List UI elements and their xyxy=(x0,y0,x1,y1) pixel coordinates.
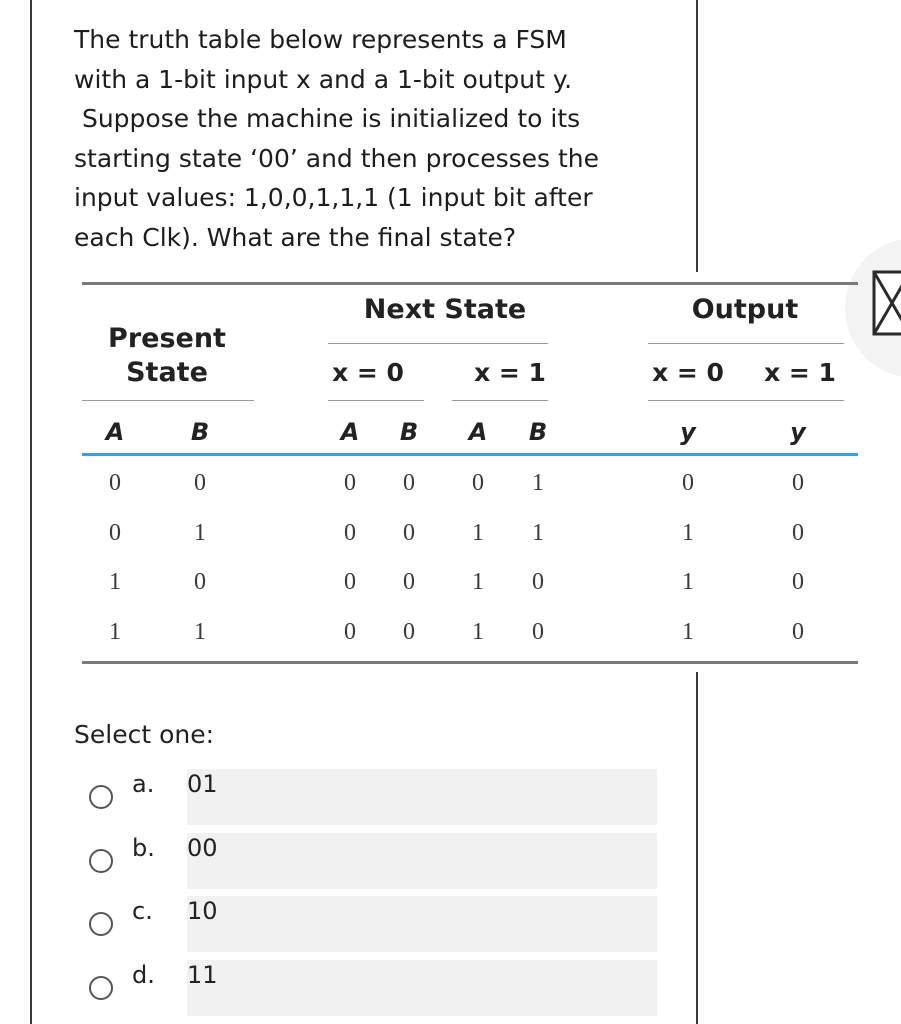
present-state-header: Present State xyxy=(108,323,226,388)
option-text: 00 xyxy=(187,834,218,862)
output-sub-rule xyxy=(648,400,844,401)
table-cell: 0 xyxy=(403,520,415,546)
col-y-x0: y xyxy=(680,418,696,446)
option-box[interactable] xyxy=(187,960,657,1016)
option-d[interactable] xyxy=(85,960,660,1016)
table-cell: 0 xyxy=(109,470,121,496)
col-b-present: B xyxy=(190,418,210,446)
table-cell: 0 xyxy=(472,470,484,496)
present-rule xyxy=(82,400,254,401)
right-border-bottom xyxy=(696,672,698,1024)
option-a[interactable] xyxy=(85,769,660,825)
table-cell: 1 xyxy=(194,520,206,546)
out-x1-label: x = 1 xyxy=(764,358,836,387)
broken-image-icon xyxy=(872,270,901,336)
table-cell: 1 xyxy=(682,619,694,645)
table-cell: 0 xyxy=(532,569,544,595)
table-cell: 1 xyxy=(194,619,206,645)
col-b-x1: B xyxy=(528,418,548,446)
table-cell: 1 xyxy=(472,569,484,595)
header-accent-rule xyxy=(82,453,858,456)
table-cell: 1 xyxy=(109,569,121,595)
table-cell: 0 xyxy=(194,470,206,496)
table-cell: 0 xyxy=(344,470,356,496)
option-text: 01 xyxy=(187,770,218,798)
option-box[interactable] xyxy=(187,896,657,952)
table-cell: 0 xyxy=(344,520,356,546)
table-top-rule xyxy=(82,282,858,285)
right-border-top xyxy=(696,0,698,272)
col-b-x0: B xyxy=(399,418,419,446)
table-cell: 0 xyxy=(682,470,694,496)
table-cell: 0 xyxy=(403,470,415,496)
next-state-header: Next State xyxy=(363,294,527,325)
option-c[interactable] xyxy=(85,896,660,952)
table-cell: 0 xyxy=(792,520,804,546)
table-cell: 0 xyxy=(403,619,415,645)
col-y-x1: y xyxy=(790,418,806,446)
table-cell: 0 xyxy=(109,520,121,546)
output-rule xyxy=(648,343,844,344)
col-a-x1: A xyxy=(468,418,488,446)
option-text: 11 xyxy=(187,961,218,989)
radio-icon[interactable] xyxy=(89,976,113,1000)
left-border xyxy=(30,0,32,1024)
output-header: Output xyxy=(691,294,799,325)
table-cell: 1 xyxy=(472,619,484,645)
radio-icon[interactable] xyxy=(89,912,113,936)
table-cell: 1 xyxy=(682,520,694,546)
option-letter: b. xyxy=(132,834,155,862)
x0-rule xyxy=(328,400,424,401)
table-cell: 1 xyxy=(472,520,484,546)
table-cell: 1 xyxy=(532,520,544,546)
table-cell: 0 xyxy=(344,619,356,645)
next-x0-label: x = 0 xyxy=(332,358,404,387)
radio-icon[interactable] xyxy=(89,785,113,809)
radio-icon[interactable] xyxy=(89,849,113,873)
col-a-x0: A xyxy=(340,418,360,446)
table-cell: 1 xyxy=(532,470,544,496)
option-letter: c. xyxy=(132,897,153,925)
option-box[interactable] xyxy=(187,833,657,889)
table-cell: 0 xyxy=(194,569,206,595)
option-text: 10 xyxy=(187,897,218,925)
table-cell: 0 xyxy=(344,569,356,595)
option-b[interactable] xyxy=(85,833,660,889)
table-cell: 0 xyxy=(792,619,804,645)
option-letter: a. xyxy=(132,770,155,798)
option-letter: d. xyxy=(132,961,155,989)
select-one-label: Select one: xyxy=(74,720,215,749)
next-state-rule xyxy=(328,343,548,344)
table-cell: 1 xyxy=(682,569,694,595)
table-cell: 1 xyxy=(109,619,121,645)
table-cell: 0 xyxy=(792,470,804,496)
table-bottom-rule xyxy=(82,661,858,664)
table-cell: 0 xyxy=(532,619,544,645)
option-box[interactable] xyxy=(187,769,657,825)
next-x1-label: x = 1 xyxy=(474,358,546,387)
question-text: The truth table below represents a FSM with a 1-bit input x and a 1-bit output y. Suppose the machine is initialized to its starting state ‘00’ and then processes the input values: 1,0,0,1,1,1 (1 input bit after each Clk). What are the final state? xyxy=(74,25,600,252)
col-a-present: A xyxy=(105,418,125,446)
x1-rule xyxy=(452,400,548,401)
out-x0-label: x = 0 xyxy=(652,358,724,387)
table-cell: 0 xyxy=(792,569,804,595)
table-cell: 0 xyxy=(403,569,415,595)
